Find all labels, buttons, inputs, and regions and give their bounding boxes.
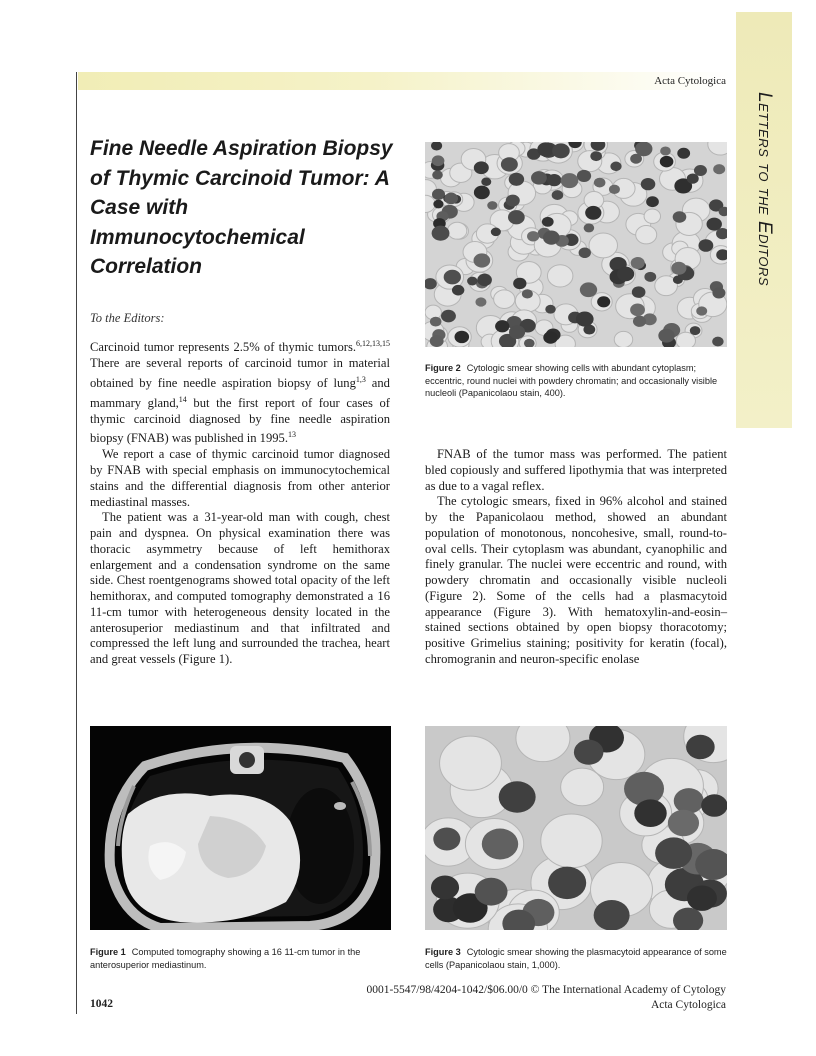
cell-nucleus [658,329,674,343]
cell-nucleus [594,900,630,930]
cell-cytoplasm [644,209,660,223]
cell-nucleus [441,310,456,323]
cell-nucleus [580,282,597,297]
cell-nucleus [495,320,509,332]
cell-nucleus [444,193,458,205]
cell-nucleus [668,810,699,837]
cell-nucleus [431,876,459,900]
cell-nucleus [632,286,646,298]
cell-nucleus [687,174,699,184]
cell-nucleus [537,142,554,156]
cell-nucleus [509,325,525,339]
cell-nucleus [522,289,533,298]
cell-cytoplasm [448,222,467,239]
cell-nucleus [531,171,547,184]
cell-nucleus [475,297,486,306]
cell-nucleus [513,278,526,289]
page-number: 1042 [90,998,113,1010]
figure-3-caption: Figure 3 Cytologic smear showing the plasmacytoid appearance of some cells (Papanicolaou stain, 1,000). [425,947,727,970]
cell-nucleus [548,867,586,899]
figure-2-image [425,142,727,347]
paragraph-2: We report a case of thymic carcinoid tumor diagnosed by FNAB with special emphasis on immunocytochemical stains and the differential diagnosis from other anterior mediastinal masses. [90,447,390,509]
cell-nucleus [477,274,492,286]
cell-nucleus [499,781,536,812]
cell-nucleus [430,335,444,347]
cell-nucleus [444,270,461,285]
cell-nucleus [641,178,656,190]
figure-1-caption: Figure 1 Computed tomography showing a 16 11-cm tumor in the anterosuperior mediastinum. [90,947,361,970]
cell-cytoplasm [614,331,633,347]
cell-nucleus [671,262,686,275]
cell-nucleus [690,326,701,335]
cell-nucleus [433,828,460,851]
cell-nucleus [713,164,725,174]
cell-cytoplasm [440,736,502,790]
cell-nucleus [491,228,501,237]
section-tab-label: Letters to the Editors [754,92,775,287]
cell-nucleus [506,195,520,207]
figure-1-image [90,726,391,930]
cell-nucleus [577,170,591,182]
cell-nucleus [474,186,490,200]
cell-nucleus [545,305,555,314]
cell-nucleus [594,178,606,188]
cell-nucleus [576,312,594,327]
cell-nucleus [430,317,442,327]
cell-nucleus [574,740,604,765]
cell-nucleus [542,217,554,227]
cell-cytoplasm [547,265,572,287]
cell-nucleus [527,231,539,241]
cell-nucleus [561,173,579,188]
cell-nucleus [634,799,666,827]
section-tab [736,12,792,428]
cell-nucleus [687,885,717,910]
cell-nucleus [433,200,443,209]
cell-nucleus [712,287,725,298]
cell-nucleus [452,285,464,296]
copyright-line: 0001-5547/98/4204-1042/$06.00/0 © The International Academy of Cytology [366,984,726,996]
cell-nucleus [677,148,690,159]
cell-nucleus [454,331,469,343]
cell-nucleus [432,226,450,241]
paragraph-5: The cytologic smears, fixed in 96% alcohol and stained by the Papanicolaou method, showed an abundant population of monotonous, noncohesive, small, round-to-oval cells. Their cytoplasm was abundant, cyanophilic and finely granular. The nuclei were eccentric and round, with powdery chromatin and occasionally visible nucleoli (Figure 2). Some of the cells had a plasmacytoid appearance (Figure 3). With hematoxylin-and-eosin–stained sections obtained by open biopsy thoracotomy; positive Grimelius staining; positivity for keratin (focal), chromogranin and neuron-specific enolase [425,494,727,666]
cell-nucleus [474,161,489,174]
cell-nucleus [712,337,723,347]
cell-nucleus [635,142,652,156]
header-band [78,72,730,90]
cell-nucleus [432,170,443,179]
cell-nucleus [543,231,560,245]
cell-nucleus [698,239,713,252]
footer-journal: Acta Cytologica [650,999,726,1011]
cell-nucleus [579,248,591,259]
cell-nucleus [509,173,524,186]
cell-nucleus [617,267,634,282]
cell-nucleus [631,257,645,269]
cell-cytoplasm [636,226,657,244]
figure-2-caption: Figure 2 Cytologic smear showing cells with abundant cytoplasm; eccentric, round nuclei with powdery chromatin; and occasionally visible nucleoli (Papanicolaou stain, 400). [425,363,718,398]
cell-nucleus [475,878,508,906]
cell-nucleus [655,837,692,869]
cell-nucleus [585,206,601,220]
cell-nucleus [597,296,610,307]
cell-nucleus [487,201,497,210]
cell-cytoplasm [494,290,515,309]
cell-nucleus [501,157,518,171]
cell-nucleus [630,304,645,317]
figure-3-image [425,726,727,930]
paragraph-4: FNAB of the tumor mass was performed. The patient bled copiously and suffered lipothymia that was interpreted as due to a vagal reflex. [425,447,727,493]
cell-nucleus [467,277,477,286]
cell-nucleus [432,189,445,200]
cell-nucleus [508,210,525,224]
cell-nucleus [481,177,491,186]
cell-nucleus [660,146,671,155]
cell-nucleus [701,794,727,817]
cell-nucleus [584,223,595,232]
cell-nucleus [482,829,518,860]
cell-nucleus [609,185,620,194]
paragraph-3: The patient was a 31-year-old man with cough, chest pain and dyspnea. On physical examination there was thoracic asymmetry because of left hemithorax enlargement and a condensation syndrome on the same side. Chest roentgenograms showed total opacity of the left hemithorax, and computed tomography demonstrated a 16 11-cm tumor with heterogeneous density located in the anterosuperior mediastinum and that infiltrated and compressed the left lung and surrounded the trachea, heart and great vessels (Figure 1). [90,510,390,666]
cell-nucleus [660,156,674,168]
left-margin-rule [76,72,77,1014]
salutation: To the Editors: [90,311,165,325]
article-title: Fine Needle Aspiration Biopsy of Thymic Carcinoid Tumor: A Case with Immunocytochemical Correlation [90,137,393,278]
paragraph-1: Carcinoid tumor represents 2.5% of thymic tumors.$^{6,12,13,15}$ There are several reports of carcinoid tumor in material obtained by fine needle aspiration biopsy of lung$^{1,3}$ and mammary gland,$^{14}$ but the first report of four cases of thymic carcinoid diagnosed by fine needle aspiration biopsy (FNAB) was published in 1995.13 [90,339,390,446]
cell-nucleus [547,174,561,186]
cell-nucleus [543,331,558,343]
cell-nucleus [696,306,707,315]
cell-nucleus [673,211,687,223]
cell-nucleus [674,788,704,814]
cell-cytoplasm [589,233,617,258]
cell-nucleus [552,143,570,158]
running-head: Acta Cytologica [654,75,726,87]
cell-nucleus [432,155,445,166]
cell-nucleus [610,162,621,172]
body-column-left [90,336,390,668]
cell-nucleus [473,253,490,267]
cell-nucleus [646,196,659,207]
cell-nucleus [644,272,656,282]
body-column-right [425,447,727,668]
cell-nucleus [686,735,715,759]
cell-nucleus [633,316,646,327]
cell-cytoplasm [541,814,602,868]
cell-nucleus [552,190,564,200]
cell-nucleus [590,151,602,161]
